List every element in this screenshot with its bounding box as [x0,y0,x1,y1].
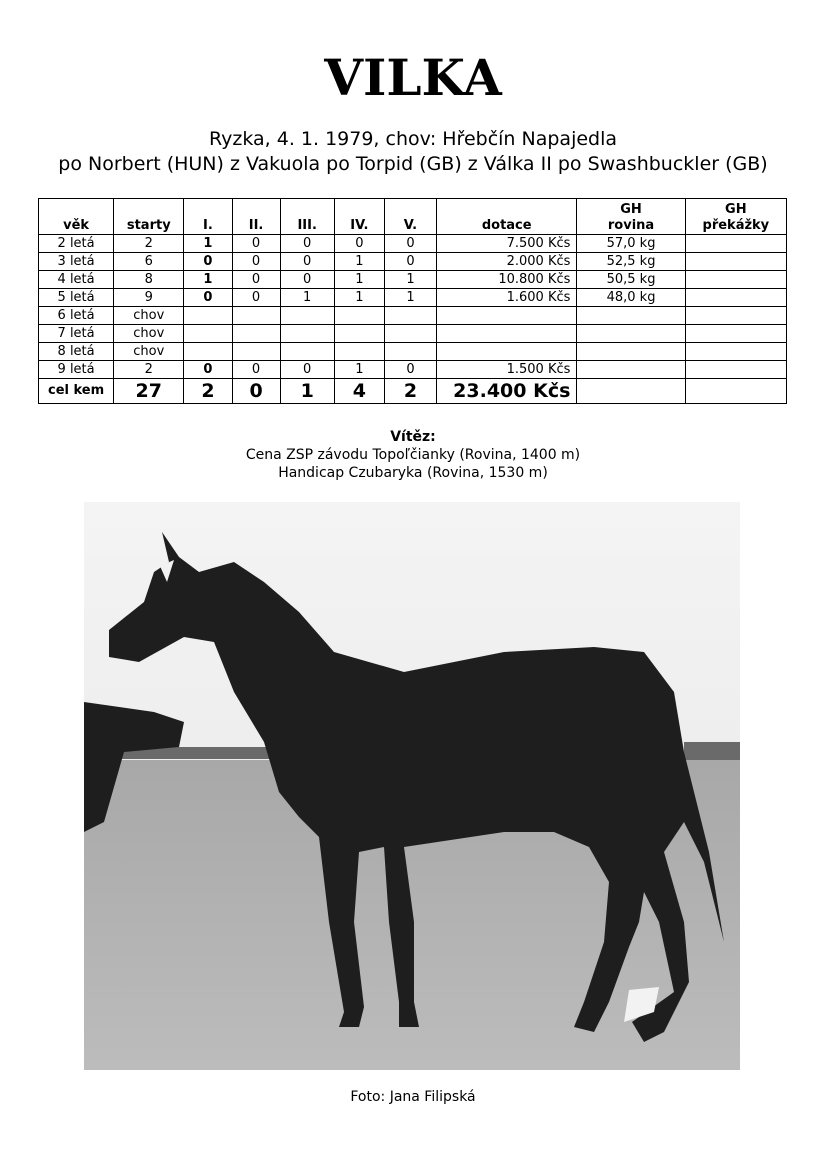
horse-details-line: Ryzka, 4. 1. 1979, chov: Hřebčín Napajedla [208,128,618,150]
col-header-fifth: V. [384,199,436,235]
total-cell: 23.400 Kčs [437,379,577,404]
total-cell [577,379,685,404]
table-cell [384,307,436,325]
table-cell [437,325,577,343]
col-header-gh-hurdles [685,199,786,235]
table-row [39,235,787,253]
table-cell [685,361,786,379]
table-cell: 0 [232,235,280,253]
gh-hurdles-top: GH [725,202,747,217]
table-row [39,325,787,343]
race-statistics-table [38,198,787,404]
table-cell: 50,5 kg [577,271,685,289]
col-header-third: III. [280,199,334,235]
winner-race-2: Handicap Czubaryka (Rovina, 1530 m) [278,465,548,481]
table-cell: 0 [184,361,232,379]
table-cell: 0 [232,361,280,379]
table-cell: 1 [184,271,232,289]
table-cell: 1 [334,253,384,271]
table-cell [685,271,786,289]
table-cell: 0 [280,361,334,379]
gh-flat-bottom: rovina [607,218,655,233]
table-cell: 0 [384,253,436,271]
table-cell: chov [114,343,184,361]
table-cell: chov [114,325,184,343]
col-header-gh-flat [577,199,685,235]
table-cell [577,307,685,325]
table-cell [685,235,786,253]
table-cell: 0 [280,253,334,271]
table-cell [577,343,685,361]
table-cell: 9 [114,289,184,307]
table-cell: 4 letá [39,271,114,289]
table-cell: 1 [334,271,384,289]
table-cell: 3 letá [39,253,114,271]
table-cell [280,325,334,343]
table-header-row [39,199,787,235]
table-cell: 8 letá [39,343,114,361]
table-cell [384,343,436,361]
table-cell [232,307,280,325]
col-header-second: II. [232,199,280,235]
table-cell: 2 [114,361,184,379]
total-cell: cel kem [39,379,114,404]
gh-flat-top: GH [620,202,642,217]
table-cell: 0 [184,253,232,271]
horse-name-title: VILKA [324,48,502,107]
table-cell: 0 [280,271,334,289]
table-row [39,271,787,289]
total-cell: 1 [280,379,334,404]
table-cell [577,361,685,379]
table-cell: 1 [184,235,232,253]
table-cell [184,307,232,325]
pedigree-line: po Norbert (HUN) z Vakuola po Torpid (GB) z Válka II po Swashbuckler (GB) [58,153,768,175]
table-cell: 8 [114,271,184,289]
table-cell: 52,5 kg [577,253,685,271]
photo-caption: Foto: Jana Filipská [350,1089,476,1105]
table-cell [334,307,384,325]
table-row [39,361,787,379]
table-cell: 1 [334,361,384,379]
col-header-fourth: IV. [334,199,384,235]
table-cell [280,343,334,361]
total-cell: 0 [232,379,280,404]
table-cell: 2 [114,235,184,253]
table-cell: 0 [334,235,384,253]
gh-hurdles-bottom: překážky [702,218,770,233]
table-cell: 48,0 kg [577,289,685,307]
table-cell: 2 letá [39,235,114,253]
table-cell [232,343,280,361]
table-cell [384,325,436,343]
total-row [39,379,787,404]
table-cell: 1.500 Kčs [437,361,577,379]
col-header-first: I. [184,199,232,235]
table-cell: 0 [232,271,280,289]
total-cell: 2 [184,379,232,404]
table-cell: 1 [384,289,436,307]
table-row [39,307,787,325]
table-cell [685,307,786,325]
table-cell: 0 [280,235,334,253]
total-cell: 4 [334,379,384,404]
winner-race-1: Cena ZSP závodu Topoľčianky (Rovina, 1400 m) [245,447,581,463]
col-header-starts: starty [114,199,184,235]
table-cell [577,325,685,343]
table-cell: 0 [232,253,280,271]
table-cell: 1 [384,271,436,289]
col-header-age: věk [39,199,114,235]
table-cell: 1.600 Kčs [437,289,577,307]
table-cell: 1 [334,289,384,307]
table-cell [184,343,232,361]
total-cell [685,379,786,404]
total-cell: 2 [384,379,436,404]
table-cell [437,343,577,361]
table-row [39,343,787,361]
table-cell [232,325,280,343]
table-cell: 2.000 Kčs [437,253,577,271]
table-row [39,289,787,307]
table-cell: 1 [280,289,334,307]
table-cell [334,343,384,361]
table-cell: 0 [384,235,436,253]
table-cell: chov [114,307,184,325]
table-cell [184,325,232,343]
table-cell: 0 [384,361,436,379]
total-cell: 27 [114,379,184,404]
table-cell: 5 letá [39,289,114,307]
table-cell [334,325,384,343]
table-cell [437,307,577,325]
table-cell: 6 [114,253,184,271]
table-cell: 10.800 Kčs [437,271,577,289]
table-cell [685,289,786,307]
table-cell: 7 letá [39,325,114,343]
table-cell: 0 [184,289,232,307]
table-cell: 0 [232,289,280,307]
horse-photo [84,502,740,1070]
table-row [39,253,787,271]
table-cell [685,343,786,361]
table-cell [685,253,786,271]
table-cell: 7.500 Kčs [437,235,577,253]
table-cell [685,325,786,343]
winner-heading: Vítěz: [390,429,436,445]
table-cell [280,307,334,325]
table-cell: 57,0 kg [577,235,685,253]
table-cell: 9 letá [39,361,114,379]
col-header-prize: dotace [437,199,577,235]
table-cell: 6 letá [39,307,114,325]
